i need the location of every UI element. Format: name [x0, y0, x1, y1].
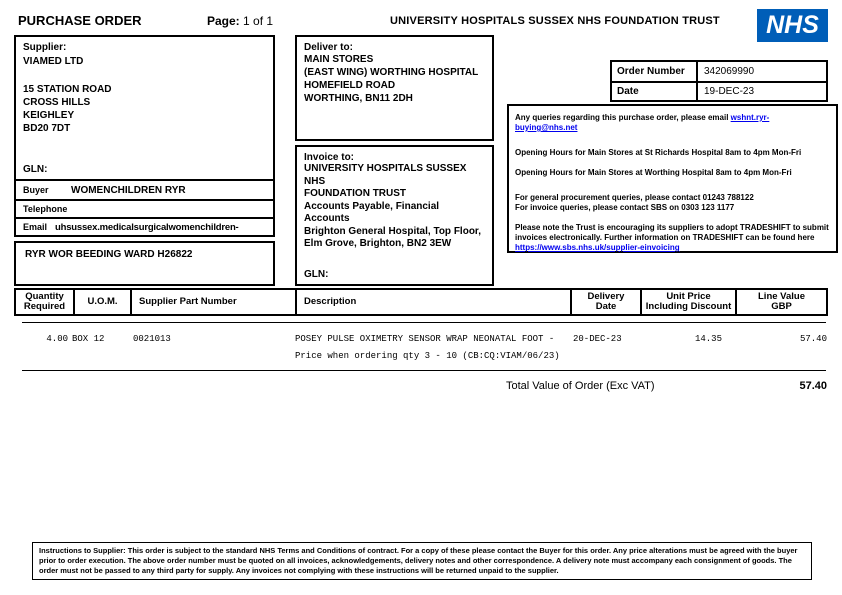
item-part-number: 0021013: [133, 334, 171, 344]
buying-email-link[interactable]: wshnt.ryr-buying@nhs.net: [515, 113, 770, 132]
order-date-row: [612, 81, 826, 100]
col-header-line: Required: [23, 301, 66, 312]
buyer-value: WOMENCHILDREN RYR: [71, 184, 186, 196]
col-header-line: Unit Price: [666, 290, 711, 302]
buyer-email-label: Email: [23, 222, 48, 232]
page-value: 1 of 1: [243, 14, 274, 28]
supplier-address-line: 15 STATION ROAD: [23, 84, 112, 95]
supplier-address: [23, 83, 266, 135]
deliver-to-line: HOMEFIELD ROAD: [304, 80, 396, 91]
total-value: 57.40: [799, 380, 827, 392]
order-number-label: Order Number: [612, 62, 698, 81]
invoice-to-label: Invoice to:: [304, 152, 355, 163]
table-divider-top: [22, 322, 826, 323]
col-header-supplier-part-number: [132, 290, 297, 314]
deliver-to-line: MAIN STORES: [304, 54, 374, 65]
col-header-line: U.O.M.: [87, 295, 118, 307]
item-unit-price: 14.35: [694, 334, 722, 344]
telephone-label: Telephone: [23, 204, 68, 214]
email-row: [16, 217, 273, 235]
buyer-row: [16, 181, 273, 199]
supplier-label: Supplier:: [23, 42, 67, 53]
item-line-value: 57.40: [799, 334, 827, 344]
invoice-to-line: Brighton General Hospital, Top Floor,: [304, 225, 482, 237]
queries-info-box: [507, 104, 838, 253]
col-header-unit-price: [642, 290, 737, 314]
instructions-box: [32, 542, 812, 580]
deliver-to-line: (EAST WING) WORTHING HOSPITAL: [304, 67, 479, 78]
supplier-address-line: KEIGHLEY: [23, 110, 75, 121]
item-description-line1: POSEY PULSE OXIMETRY SENSOR WRAP NEONATAL FOOT -: [295, 334, 555, 344]
col-header-line: Description: [304, 295, 357, 307]
supplier-name: VIAMED LTD: [23, 56, 84, 67]
col-header-line: Supplier Part Number: [139, 295, 237, 307]
page-indicator: [207, 14, 273, 28]
ward-reference-text: RYR WOR BEEDING WARD H26822: [25, 249, 193, 260]
invoice-to-line: FOUNDATION TRUST: [304, 188, 407, 199]
col-header-delivery-date: [572, 290, 642, 314]
invoice-to-line: Accounts Payable, Financial Accounts: [304, 200, 440, 224]
opening-hours-worthing: Opening Hours for Main Stores at Worthing Hospital 8am to 4pm Mon-Fri: [515, 168, 792, 177]
buyer-label: Buyer: [23, 185, 49, 195]
invoice-queries-line: For invoice queries, please contact SBS on 0303 123 1177: [515, 203, 735, 212]
buyer-table: [14, 179, 275, 237]
telephone-row: [16, 199, 273, 217]
queries-line-text: Any queries regarding this purchase order, please email: [515, 113, 731, 122]
supplier-address-line: BD20 7DT: [23, 123, 71, 134]
item-uom: BOX 12: [72, 334, 105, 344]
col-header-line: Delivery: [587, 290, 625, 302]
opening-hours-st-richards: Opening Hours for Main Stores at St Richards Hospital 8am to 4pm Mon-Fri: [515, 148, 802, 157]
tradeshift-url-link[interactable]: https://www.sbs.nhs.uk/supplier-einvoicing: [515, 243, 680, 252]
deliver-to-label: Deliver to:: [304, 42, 353, 53]
col-header-line-value: [737, 290, 826, 314]
item-quantity: 4.00: [46, 334, 68, 344]
invoice-to-line: Elm Grove, Brighton, BN2 3EW: [304, 238, 452, 249]
queries-line: [515, 113, 830, 133]
table-divider-bottom: [22, 370, 826, 371]
ward-reference-box: [14, 241, 275, 286]
col-header-line: Date: [595, 301, 617, 312]
col-header-line: Including Discount: [645, 301, 732, 312]
item-description-line2: Price when ordering qty 3 - 10 (CB:CQ:VIAM/06/23): [295, 351, 560, 361]
item-delivery-date: 20-DEC-23: [573, 334, 622, 344]
invoice-gln-label: GLN:: [304, 269, 329, 280]
total-label: Total Value of Order (Exc VAT): [506, 380, 655, 392]
col-header-line: GBP: [771, 301, 792, 312]
col-header-uom: [75, 290, 132, 314]
tradeshift-note: [515, 223, 830, 253]
instructions-text: This order is subject to the standard NHS Terms and Conditions of contract. For a copy of these please contact the Buyer for this order. Any price alterations must be agreed with the buyer prior to order execution. The above order number must be quoted on all invoices, acknowledgements, delivery notes and other correspondence. A delivery note must accompany each consignment of goods. The order must not be passed to any third party for supply. Any invoices not complying with these instructions will be returned unpaid to the supplier.: [39, 546, 798, 575]
invoice-to-line: UNIVERSITY HOSPITALS SUSSEX NHS: [304, 163, 467, 187]
deliver-to-line: WORTHING, BN11 2DH: [304, 93, 413, 104]
col-header-line: Quantity: [25, 290, 64, 302]
supplier-gln-label: GLN:: [23, 164, 48, 175]
col-header-quantity-required: [16, 290, 75, 314]
buyer-email-value: uhsussex.medicalsurgicalwomenchildren-: [55, 221, 239, 233]
col-header-line: Line Value: [758, 290, 805, 302]
trust-name-header: UNIVERSITY HOSPITALS SUSSEX NHS FOUNDATION TRUST: [390, 15, 720, 27]
order-number-row: [612, 62, 826, 81]
deliver-to-box: [295, 35, 494, 141]
nhs-logo: [757, 9, 828, 42]
order-date-label: Date: [612, 83, 698, 100]
procurement-queries-line: For general procurement queries, please contact 01243 788122: [515, 193, 754, 202]
order-date-value: 19-DEC-23: [704, 86, 755, 97]
nhs-logo-text: NHS: [766, 11, 819, 39]
order-info-table: [610, 60, 828, 102]
col-header-description: [297, 290, 572, 314]
supplier-box: [14, 35, 275, 181]
page-label: Page:: [207, 14, 240, 28]
instructions-label: Instructions to Supplier:: [39, 546, 126, 555]
document-title: PURCHASE ORDER: [18, 13, 142, 28]
order-number-value: 342069990: [704, 66, 755, 77]
items-table-header: [14, 288, 828, 316]
tradeshift-text: Please note the Trust is encouraging its suppliers to adopt TRADESHIFT to submit invoices electronically. Further information on TRADESHIFT can be found here: [515, 223, 829, 242]
invoice-to-box: [295, 145, 494, 286]
supplier-address-line: CROSS HILLS: [23, 97, 91, 108]
